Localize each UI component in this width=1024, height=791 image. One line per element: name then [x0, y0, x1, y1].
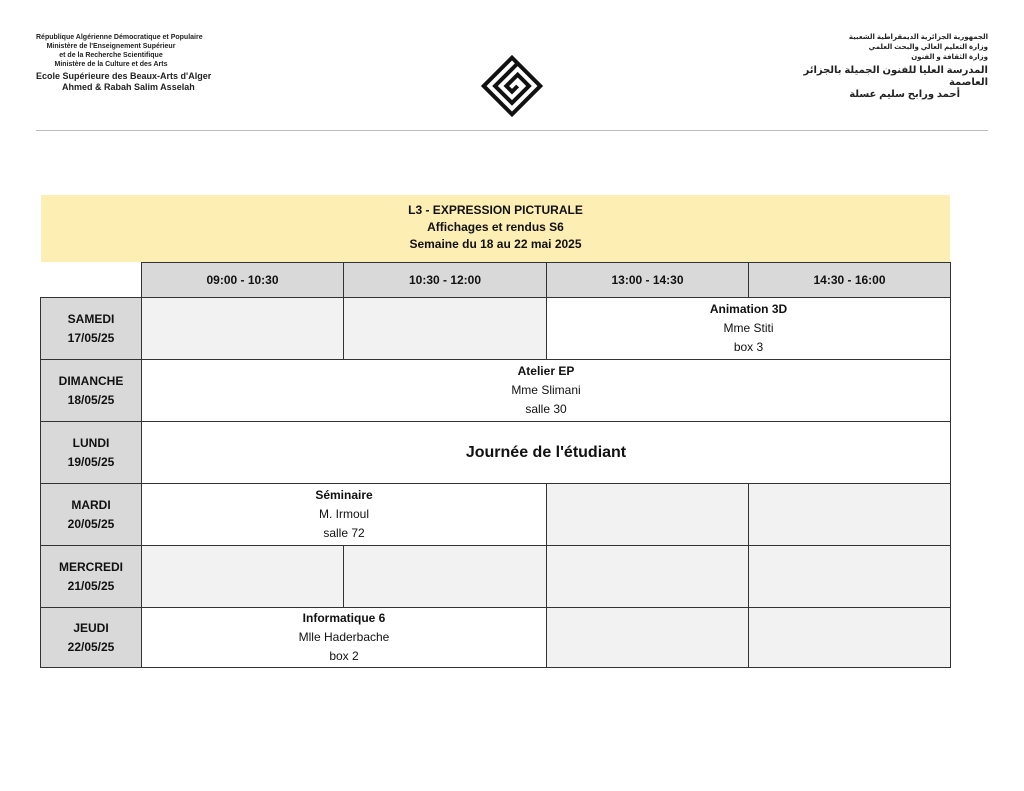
course-room: box 2	[329, 649, 359, 663]
empty-slot	[546, 545, 749, 608]
empty-slot	[546, 483, 749, 546]
slot-header: 09:00 - 10:30	[141, 262, 344, 298]
course-seminaire	[141, 483, 547, 546]
course-animation-3d	[546, 297, 951, 360]
day-name: SAMEDI	[67, 311, 115, 326]
day-date: 19/05/25	[67, 454, 115, 469]
day-date: 17/05/25	[67, 330, 115, 345]
header-republic-ar: الجمهورية الجزائرية الديمقراطية الشعبية	[848, 34, 988, 41]
day-date: 18/05/25	[67, 392, 115, 407]
course-title: Atelier EP	[517, 364, 575, 378]
slot-header: 13:00 - 14:30	[546, 262, 749, 298]
empty-slot	[748, 607, 951, 668]
slot-header: 10:30 - 12:00	[343, 262, 547, 298]
banner-week: Semaine du 18 au 22 mai 2025	[409, 237, 582, 251]
day-cell	[40, 359, 142, 422]
day-cell	[40, 545, 142, 608]
header-ministry-fr: Ministère de l'Enseignement Supérieur	[46, 43, 176, 50]
header-culture-fr: Ministère de la Culture et des Arts	[54, 61, 168, 68]
course-title: Informatique 6	[302, 611, 386, 625]
day-cell	[40, 297, 142, 360]
course-room: salle 72	[323, 526, 365, 540]
empty-slot	[141, 297, 344, 360]
student-day	[141, 421, 951, 484]
student-day-title: Journée de l'étudiant	[465, 444, 627, 461]
course-atelier-ep	[141, 359, 951, 422]
empty-slot	[141, 545, 344, 608]
header-republic-fr: République Algérienne Démocratique et Populaire	[36, 34, 203, 41]
empty-slot	[748, 545, 951, 608]
empty-slot	[748, 483, 951, 546]
day-date: 22/05/25	[67, 639, 115, 654]
course-informatique-6	[141, 607, 547, 668]
day-name: JEUDI	[73, 620, 109, 635]
day-cell	[40, 421, 142, 484]
header-school-ar: المدرسة العليا للفنون الجميلة بالجزائر العاصمة	[803, 65, 988, 88]
header-left	[36, 33, 236, 93]
empty-slot	[546, 607, 749, 668]
header-names-fr: Ahmed & Rabah Salim Asselah	[62, 82, 195, 92]
course-room: box 3	[733, 340, 764, 354]
header-school-fr: Ecole Supérieure des Beaux-Arts d'Alger	[36, 71, 212, 81]
day-date: 20/05/25	[67, 516, 115, 531]
course-teacher: Mme Stiti	[723, 321, 774, 335]
day-name: MARDI	[71, 497, 111, 512]
day-name: DIMANCHE	[58, 373, 124, 388]
day-name: MERCREDI	[58, 559, 123, 574]
day-cell	[40, 483, 142, 546]
slot-header: 14:30 - 16:00	[748, 262, 951, 298]
day-name: LUNDI	[72, 435, 110, 450]
header-research-fr: et de la Recherche Scientifique	[59, 52, 163, 59]
header-culture-ar: وزارة الثقافة و الفنون	[911, 54, 988, 61]
banner-program: L3 - EXPRESSION PICTURALE	[408, 203, 583, 217]
header-right	[788, 33, 988, 101]
schedule-banner	[41, 195, 950, 262]
header-names-ar: أحمد ورابح سليم عسلة	[849, 89, 960, 100]
header-ministry-ar: وزارة التعليم العالي والبحث العلمي	[868, 44, 988, 51]
course-room: salle 30	[525, 402, 567, 416]
day-date: 21/05/25	[67, 578, 115, 593]
banner-subtitle: Affichages et rendus S6	[427, 220, 564, 234]
course-title: Séminaire	[315, 488, 373, 502]
course-teacher: Mlle Haderbache	[298, 630, 390, 644]
school-logo-icon	[480, 54, 544, 118]
empty-slot	[343, 297, 547, 360]
course-title: Animation 3D	[709, 302, 788, 316]
course-teacher: Mme Slimani	[511, 383, 581, 397]
day-cell	[40, 607, 142, 668]
empty-slot	[343, 545, 547, 608]
course-teacher: M. Irmoul	[318, 507, 369, 521]
header-divider	[36, 130, 988, 131]
